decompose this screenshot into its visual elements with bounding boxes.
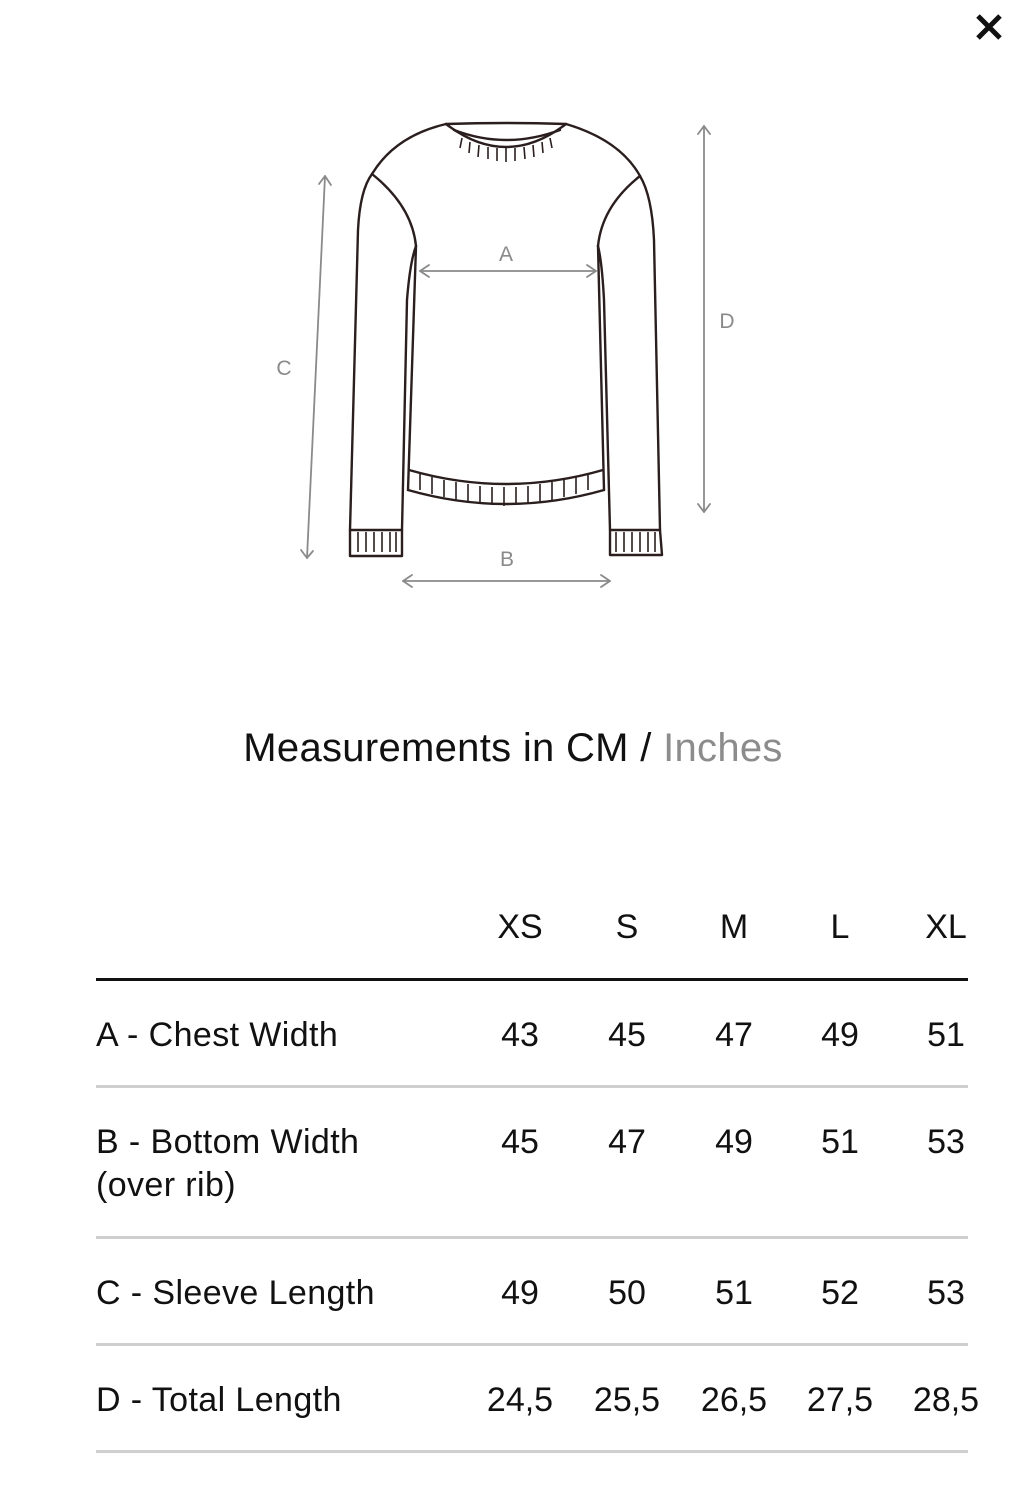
table-cell: 53 bbox=[927, 1123, 965, 1161]
table-cell: 24,5 bbox=[486, 1381, 554, 1419]
row-label-line: D - Total Length bbox=[96, 1381, 342, 1419]
size-header-s: S bbox=[615, 908, 639, 946]
row-label-line: A - Chest Width bbox=[96, 1016, 339, 1054]
table-cell: 51 bbox=[715, 1274, 753, 1312]
table-row-bottom-width bbox=[96, 1088, 968, 1239]
measurements-heading bbox=[0, 726, 1026, 771]
unit-separator: / bbox=[628, 726, 664, 770]
table-cell: 47 bbox=[608, 1123, 646, 1161]
row-label bbox=[96, 1379, 342, 1422]
size-header-l: L bbox=[830, 908, 850, 946]
table-cell: 49 bbox=[501, 1274, 539, 1312]
table-cell: 43 bbox=[501, 1016, 539, 1054]
table-cell: 25,5 bbox=[593, 1381, 661, 1419]
table-row-chest-width bbox=[96, 981, 968, 1088]
table-cell: 28,5 bbox=[912, 1381, 980, 1419]
table-cell: 50 bbox=[608, 1274, 646, 1312]
row-label bbox=[96, 1121, 359, 1207]
diagram-label-d: D bbox=[719, 310, 735, 333]
table-cell: 45 bbox=[501, 1123, 539, 1161]
row-label bbox=[96, 1014, 338, 1057]
table-cell: 51 bbox=[821, 1123, 859, 1161]
sweater-measurement-diagram bbox=[0, 0, 1026, 660]
table-cell: 27,5 bbox=[806, 1381, 874, 1419]
diagram-label-a: A bbox=[498, 243, 514, 266]
row-label bbox=[96, 1272, 375, 1315]
table-cell: 52 bbox=[821, 1274, 859, 1312]
unit-toggle-cm[interactable]: Measurements in CM bbox=[243, 726, 629, 770]
table-cell: 49 bbox=[715, 1123, 753, 1161]
row-label-line: B - Bottom Width bbox=[96, 1123, 360, 1161]
size-header-m: M bbox=[719, 908, 749, 946]
table-cell: 49 bbox=[821, 1016, 859, 1054]
table-row-total-length bbox=[96, 1346, 980, 1453]
diagram-label-b: B bbox=[499, 548, 515, 571]
unit-toggle-inches[interactable]: Inches bbox=[663, 726, 783, 770]
table-cell: 51 bbox=[927, 1016, 965, 1054]
size-header-row bbox=[96, 890, 968, 981]
size-header-xl: XL bbox=[925, 908, 967, 946]
diagram-label-c: C bbox=[276, 357, 292, 380]
table-cell: 53 bbox=[927, 1274, 965, 1312]
table-cell: 45 bbox=[608, 1016, 646, 1054]
table-cell: 47 bbox=[715, 1016, 753, 1054]
row-label-subline: (over rib) bbox=[96, 1166, 237, 1204]
size-table bbox=[96, 890, 980, 1453]
table-row-sleeve-length bbox=[96, 1239, 968, 1346]
table-cell: 26,5 bbox=[700, 1381, 768, 1419]
row-label-line: C - Sleeve Length bbox=[96, 1274, 375, 1312]
size-header-xs: XS bbox=[497, 908, 543, 946]
